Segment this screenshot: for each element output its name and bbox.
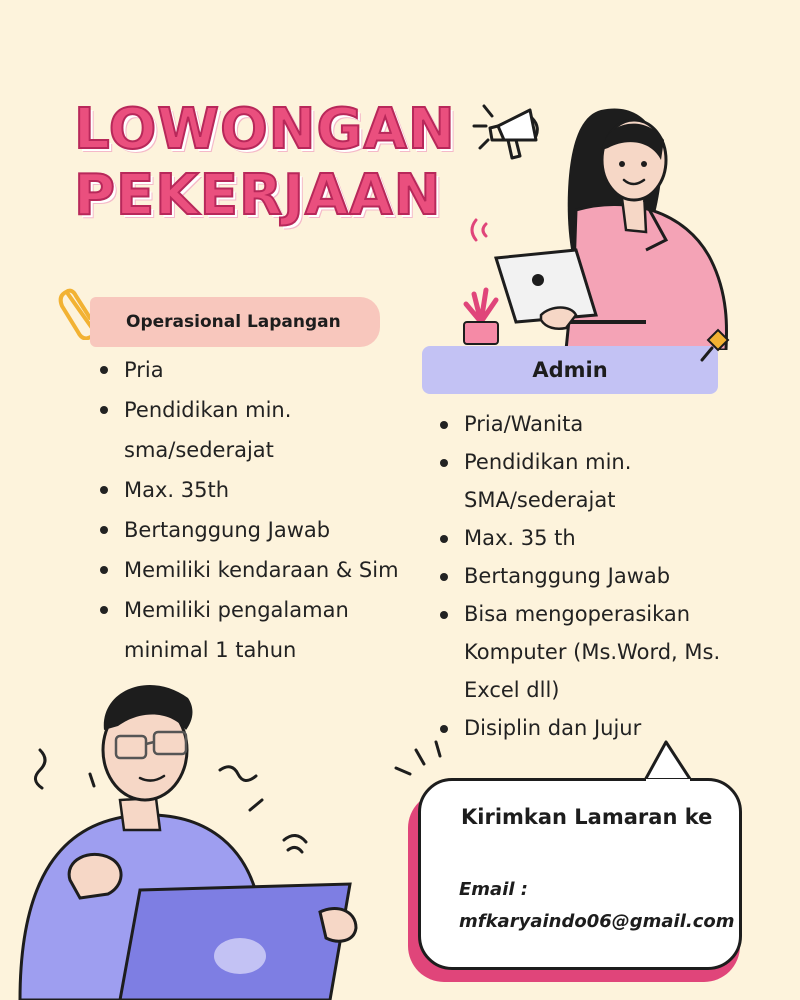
operasional-requirements bbox=[96, 350, 426, 670]
email-label: Email : bbox=[459, 879, 529, 900]
operasional-label: Operasional Lapangan bbox=[126, 312, 341, 332]
list-item: Max. 35 th bbox=[436, 519, 736, 557]
list-item: Bertanggung Jawab bbox=[96, 510, 426, 550]
man-illustration bbox=[0, 670, 380, 1000]
list-item: Disiplin dan Jujur bbox=[436, 709, 736, 747]
title-line-2: PEKERJAAN bbox=[74, 163, 442, 228]
contact-heading: Kirimkan Lamaran ke bbox=[461, 805, 713, 829]
list-item: Pendidikan min. SMA/sederajat bbox=[436, 443, 736, 519]
list-item: Pria bbox=[96, 350, 426, 390]
contact-bubble bbox=[418, 778, 742, 970]
list-item: Pria/Wanita bbox=[436, 405, 736, 443]
list-item: Memiliki kendaraan & Sim bbox=[96, 550, 426, 590]
list-item: Pendidikan min. sma/sederajat bbox=[96, 390, 426, 470]
list-item: Bertanggung Jawab bbox=[436, 557, 736, 595]
operasional-label-pill bbox=[90, 297, 380, 347]
email-address[interactable]: mfkaryaindo06@gmail.com bbox=[459, 911, 735, 932]
admin-requirements bbox=[436, 405, 736, 747]
pushpin-icon bbox=[696, 326, 732, 364]
admin-label-pill bbox=[422, 346, 718, 394]
list-item: Max. 35th bbox=[96, 470, 426, 510]
title-line-1: LOWONGAN bbox=[74, 97, 456, 162]
plant-icon bbox=[456, 282, 506, 348]
list-item: Memiliki pengalaman minimal 1 tahun bbox=[96, 590, 426, 670]
bubble-tail-join bbox=[646, 779, 690, 783]
list-item: Bisa mengoperasikan Komputer (Ms.Word, Ms. Excel dll) bbox=[436, 595, 736, 709]
emphasis-lines bbox=[392, 738, 452, 788]
admin-label: Admin bbox=[532, 358, 608, 382]
